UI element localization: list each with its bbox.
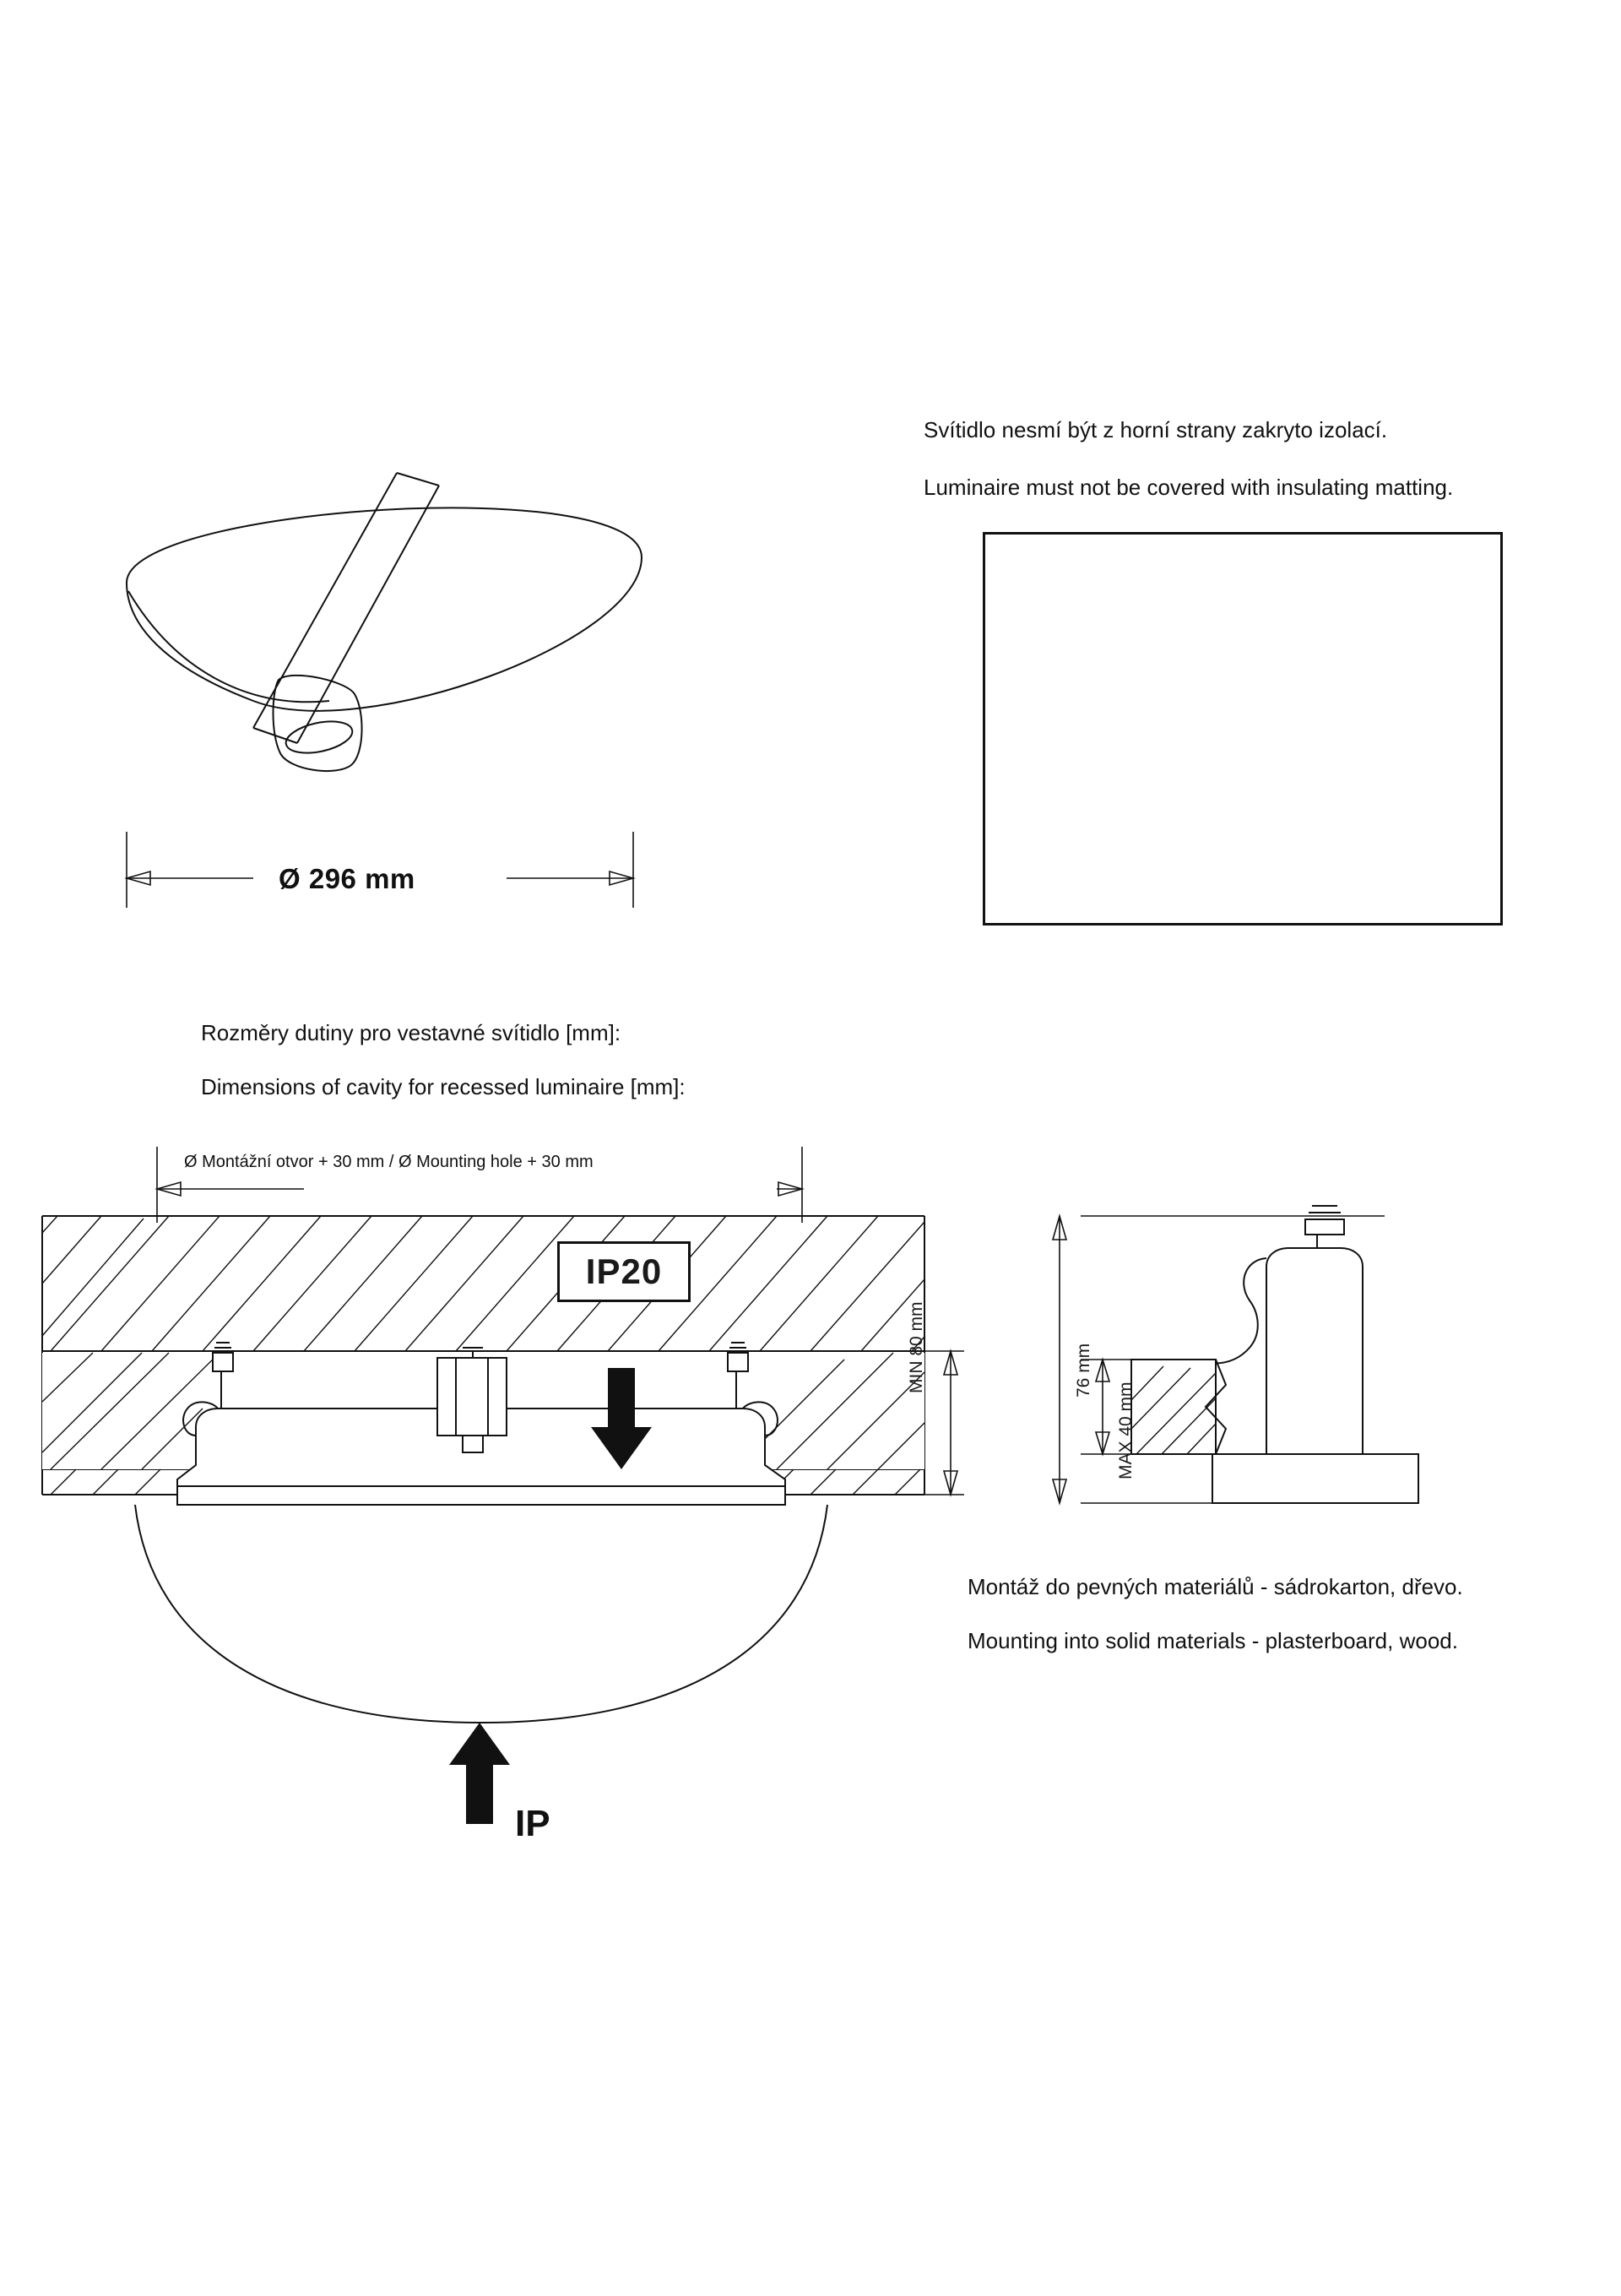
min-depth-label: MIN 80 mm	[907, 1301, 926, 1393]
warning-text-cz: Svítidlo nesmí být z horní strany zakryto izolací.	[924, 417, 1388, 442]
cavity-section-drawing	[42, 1147, 964, 1824]
mounting-detail-drawing	[1053, 1206, 1418, 1503]
ip20-badge: IP20	[557, 1241, 691, 1302]
mounting-note-cz: Montáž do pevných materiálů - sádrokarton, dřevo.	[968, 1574, 1463, 1599]
detail-max-thickness-label: MAX 40 mm	[1116, 1381, 1136, 1479]
detail-height-label: 76 mm	[1074, 1343, 1093, 1398]
mounting-note-en: Mounting into solid materials - plasterboard, wood.	[968, 1628, 1458, 1653]
cavity-heading-cz: Rozměry dutiny pro vestavné svítidlo [mm]:	[201, 1020, 621, 1045]
warning-icon-box	[983, 532, 1503, 925]
diameter-label: Ø 296 mm	[279, 863, 415, 894]
ip-label: IP	[515, 1803, 550, 1844]
mounting-hole-dimension-label: Ø Montážní otvor + 30 mm / Ø Mounting hole + 30 mm	[184, 1153, 594, 1171]
warning-text-en: Luminaire must not be covered with insulating matting.	[924, 475, 1454, 500]
cavity-heading-en: Dimensions of cavity for recessed luminaire [mm]:	[201, 1074, 686, 1099]
